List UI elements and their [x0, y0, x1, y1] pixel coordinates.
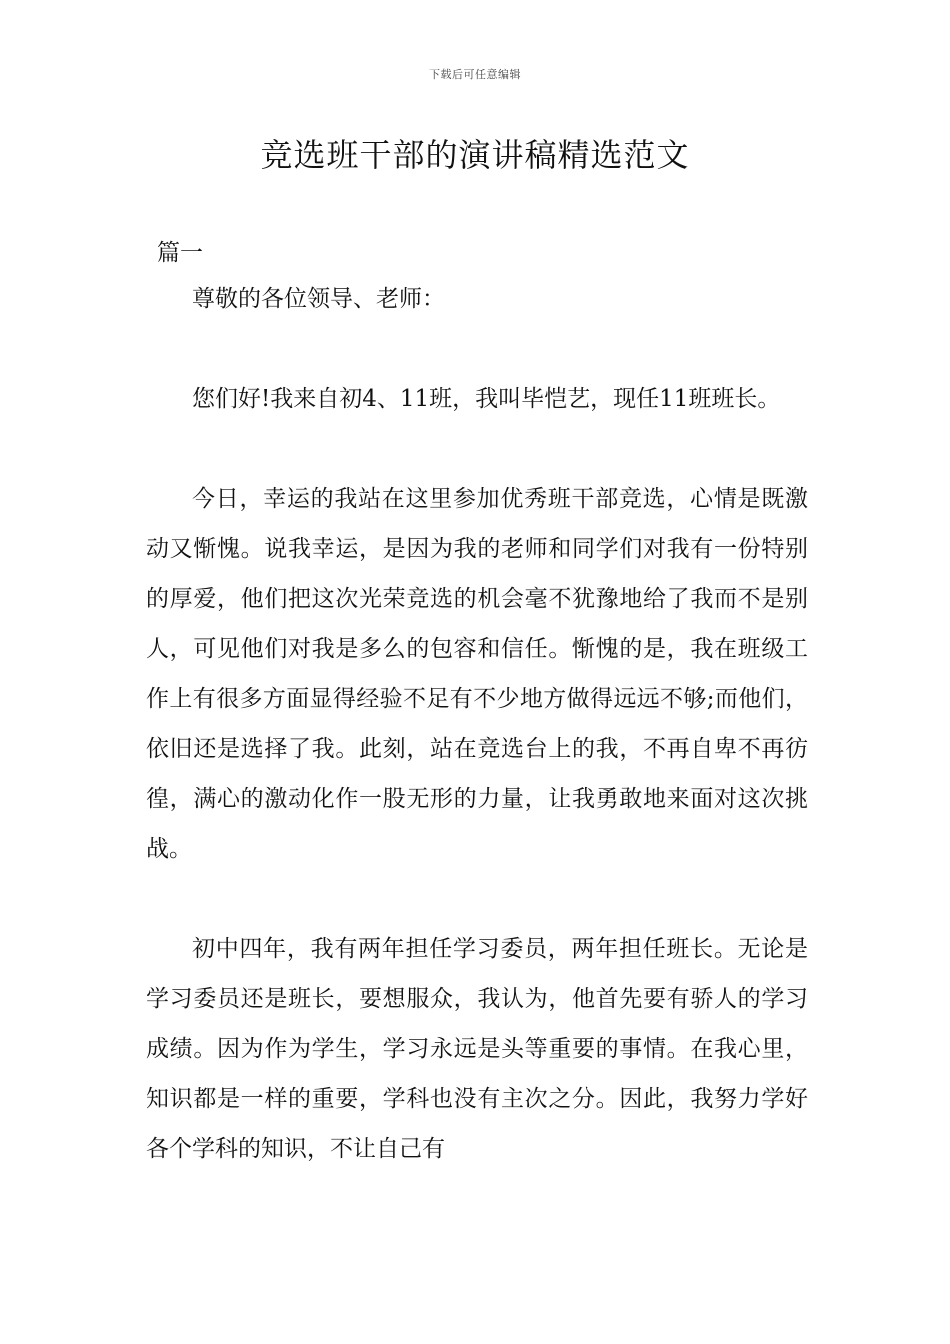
section-label: 篇一 [157, 240, 203, 266]
header-note: 下载后可任意编辑 [429, 68, 521, 81]
salutation: 尊敬的各位领导、老师： [192, 286, 445, 312]
paragraph-experience: 初中四年，我有两年担任学习委员，两年担任班长。无论是学习委员还是班长，要想服众，我认为，他首先要有骄人的学习成绩。因为作为学生，学习永远是头等重要的事情。在我心里，知识都是一样的重要，学科也没有主次之分。因此，我努力学好各个学科的知识，不让自己有 [146, 936, 808, 1162]
document-body [146, 274, 808, 1224]
paragraph-feelings: 今日，幸运的我站在这里参加优秀班干部竞选，心情是既激动又惭愧。说我幸运，是因为我的老师和同学们对我有一份特别的厚爱，他们把这次光荣竞选的机会毫不犹豫地给了我而不是别人，可见他们对我是多么的包容和信任。惭愧的是，我在班级工作上有很多方面显得经验不足有不少地方做得远远不够;而他们，依旧还是选择了我。此刻，站在竞选台上的我，不再自卑不再彷徨，满心的激动化作一股无形的力量，让我勇敢地来面对这次挑战。 [146, 486, 808, 862]
paragraph-intro: 您们好!我来自初4、11班，我叫毕恺艺，现任11班班长。 [192, 386, 781, 412]
document-title: 竞选班干部的演讲稿精选范文 [260, 136, 690, 174]
